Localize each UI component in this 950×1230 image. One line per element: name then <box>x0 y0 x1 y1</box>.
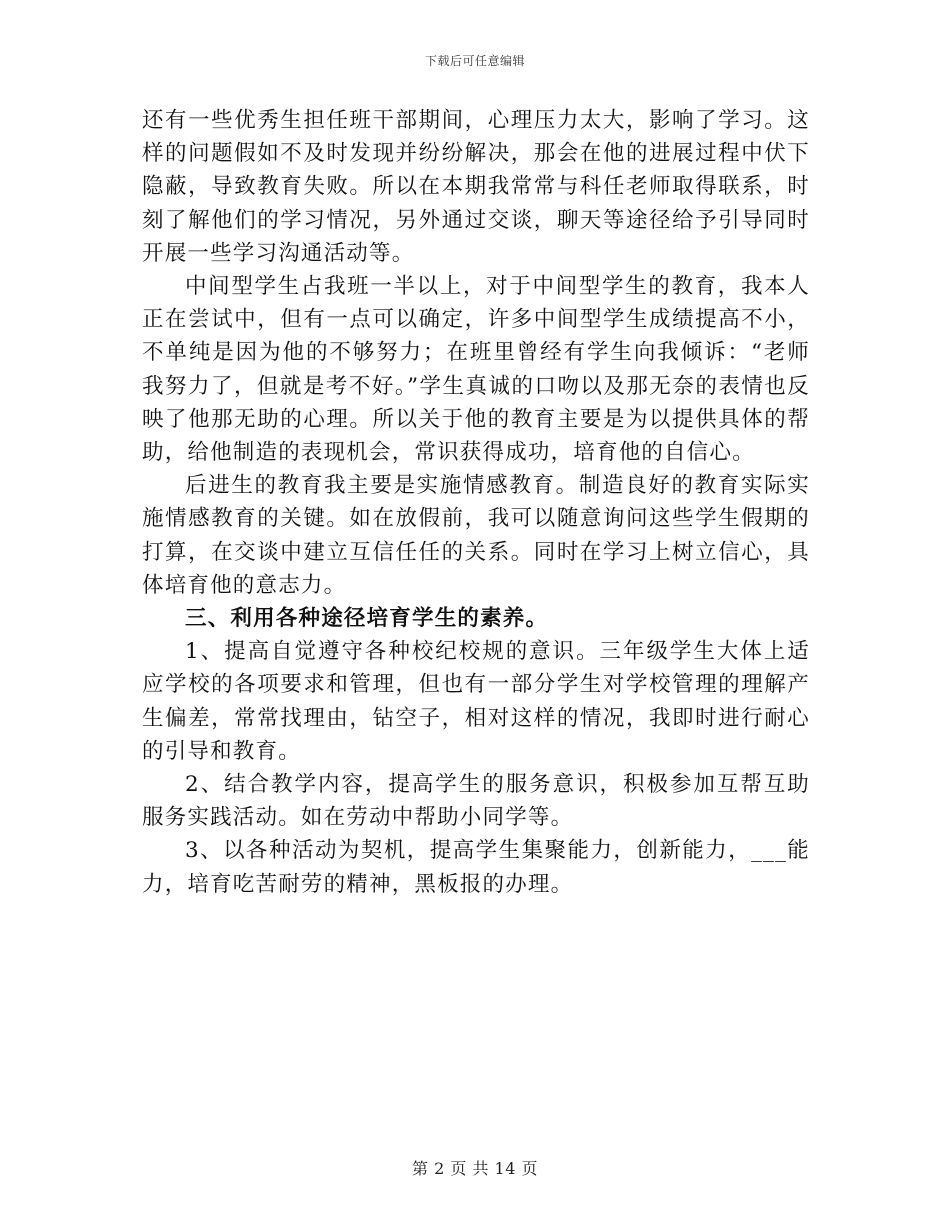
list-item-3: 3、以各种活动为契机，提高学生集聚能力，创新能力，___能力，培育吃苦耐劳的精神，黑板报的办理。 <box>142 838 810 897</box>
section-heading-3: 三、利用各种途径培育学生的素养。 <box>185 606 549 632</box>
list-item-2: 2、结合教学内容，提高学生的服务意识，积极参加互帮互助服务实践活动。如在劳动中帮助小同学等。 <box>142 772 810 831</box>
page-number-footer: 第 2 页 共 14 页 <box>412 1159 538 1178</box>
list-item-1: 1、提高自觉遵守各种校纪校规的意识。三年级学生大体上适应学校的各项要求和管理，但也有一部分学生对学校管理的理解产生偏差，常常找理由，钻空子，相对这样的情况，我即时进行耐心的引导和教育。 <box>142 639 810 764</box>
page-header-note: 下载后可任意编辑 <box>424 54 525 68</box>
paragraph-lagging-students: 后进生的教育我主要是实施情感教育。制造良好的教育实际实施情感教育的关键。如在放假前，我可以随意询问这些学生假期的打算，在交谈中建立互信任任的关系。同时在学习上树立信心，具体培育他的意志力。 <box>142 473 810 598</box>
paragraph-continued: 还有一些优秀生担任班干部期间，心理压力太大，影响了学习。这样的问题假如不及时发现并纷纷解决，那会在他的进展过程中伏下隐蔽，导致教育失败。所以在本期我常常与科任老师取得联系，时刻了解他们的学习情况，另外通过交谈，聊天等途径给予引导同时开展一些学习沟通活动等。 <box>142 108 810 266</box>
document-body <box>142 104 810 901</box>
paragraph-middle-students: 中间型学生占我班一半以上，对于中间型学生的教育，我本人正在尝试中，但有一点可以确定，许多中间型学生成绩提高不小，不单纯是因为他的不够努力；在班里曾经有学生向我倾诉：“老师我努力了，但就是考不好。”学生真诚的口吻以及那无奈的表情也反映了他那无助的心理。所以关于他的教育主要是为以提供具体的帮助，给他制造的表现机会，常识获得成功，培育他的自信心。 <box>142 274 810 466</box>
